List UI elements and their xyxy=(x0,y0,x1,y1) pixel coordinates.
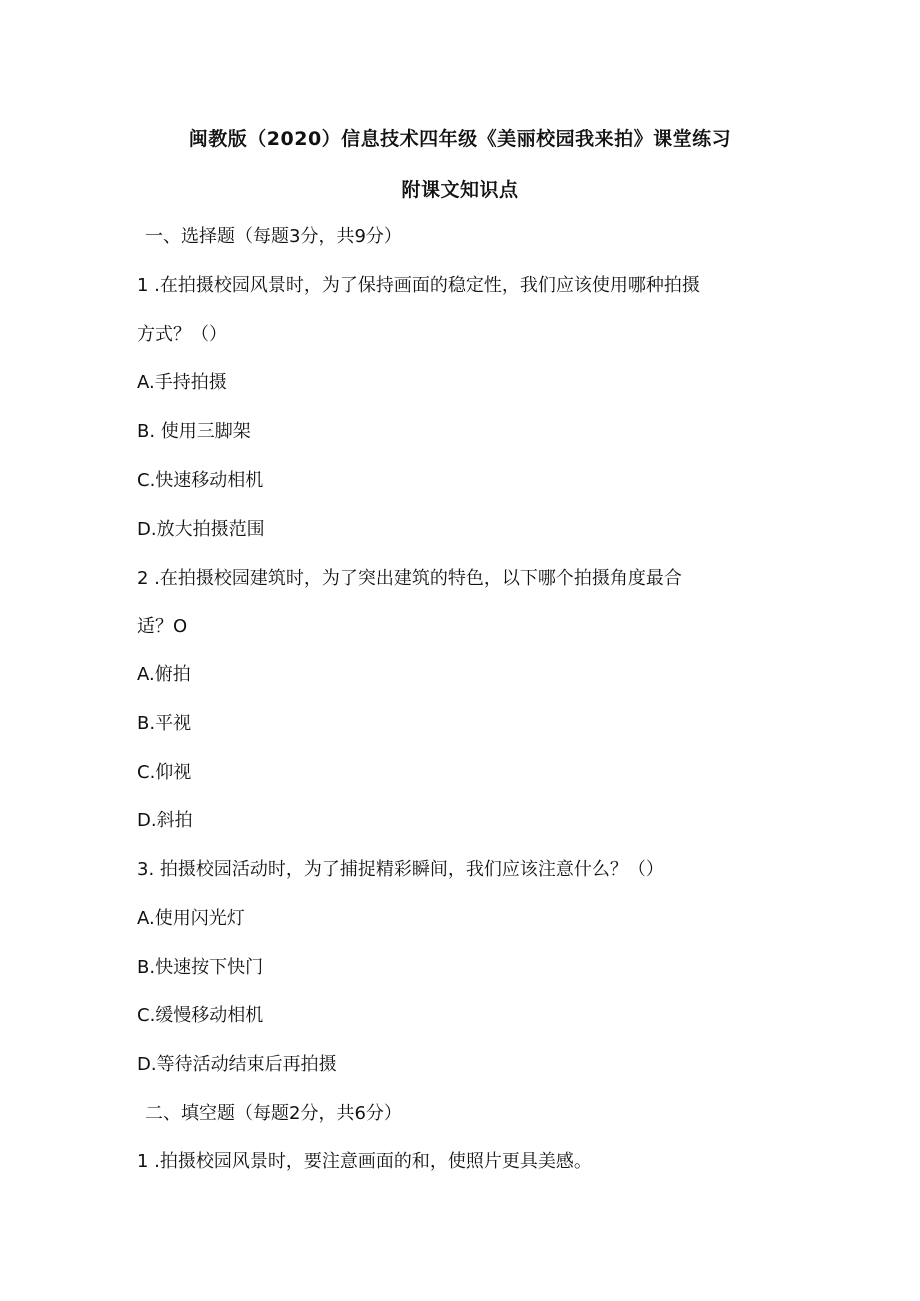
section-heading-fill-in: 二、填空题（每题2分，共6分） xyxy=(145,1103,402,1124)
section-heading-choice: 一、选择题（每题3分，共9分） xyxy=(145,226,402,247)
option-a: A.使用闪光灯 xyxy=(137,908,245,929)
option-c: C.缓慢移动相机 xyxy=(137,1005,264,1026)
option-d: D.放大拍摄范围 xyxy=(137,519,265,540)
question-stem: 2 .在拍摄校园建筑时，为了突出建筑的特色，以下哪个拍摄角度最合 xyxy=(137,568,682,589)
question-stem-continued: 方式？（） xyxy=(137,324,227,345)
question-stem: 1 .拍摄校园风景时，要注意画面的和，使照片更具美感。 xyxy=(137,1151,592,1172)
option-d: D.斜拍 xyxy=(137,810,193,831)
option-c: C.仰视 xyxy=(137,762,192,783)
document-subtitle: 附课文知识点 xyxy=(401,179,519,201)
option-b: B.平视 xyxy=(137,713,192,734)
option-b: B.快速按下快门 xyxy=(137,957,264,978)
question-stem: 3. 拍摄校园活动时，为了捕捉精彩瞬间，我们应该注意什么？（） xyxy=(137,859,664,880)
option-d: D.等待活动结束后再拍摄 xyxy=(137,1054,337,1075)
option-c: C.快速移动相机 xyxy=(137,470,264,491)
option-a: A.俯拍 xyxy=(137,664,191,685)
question-stem: 1 .在拍摄校园风景时，为了保持画面的稳定性，我们应该使用哪种拍摄 xyxy=(137,275,700,296)
document-title: 闽教版（2020）信息技术四年级《美丽校园我来拍》课堂练习 xyxy=(188,128,732,150)
option-b: B. 使用三脚架 xyxy=(137,421,251,442)
option-a: A.手持拍摄 xyxy=(137,372,227,393)
question-stem-continued: 适？O xyxy=(137,616,188,637)
